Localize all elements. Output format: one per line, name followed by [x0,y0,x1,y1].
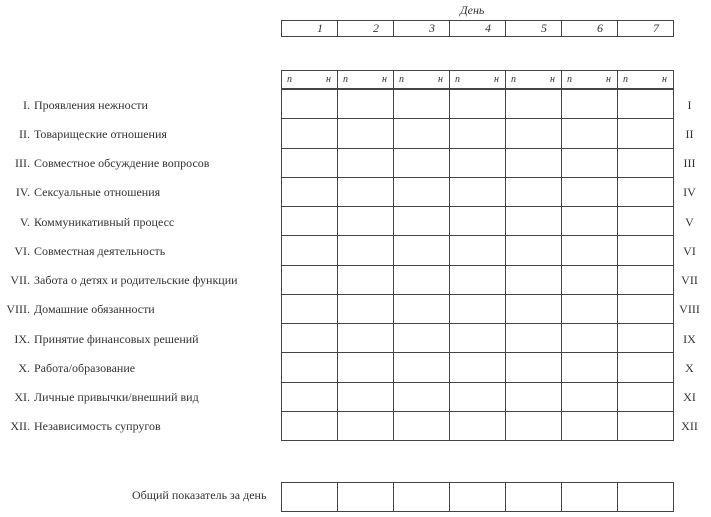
daily-total-cell[interactable] [338,483,394,512]
row-label [0,418,270,434]
rating-cell[interactable] [562,119,618,148]
row-number: I. [23,97,30,112]
row-number: III. [15,156,30,171]
rating-cell[interactable] [562,265,618,294]
row-roman-right: V [685,214,694,229]
rating-cell[interactable] [394,207,450,236]
row-label-text: Совместное обсуждение вопросов [34,156,210,171]
row-roman-right: II [685,126,694,141]
rating-cell[interactable] [338,148,394,177]
rating-cell[interactable] [282,411,338,440]
rating-cell[interactable] [506,411,562,440]
row-number: X. [18,360,30,375]
rating-cell[interactable] [450,353,506,382]
row-label-text: Домашние обязанности [34,302,155,317]
row-roman-right: XII [681,419,698,434]
subcolumn-n-label: н [438,74,443,85]
table-row [282,236,674,265]
rating-cell[interactable] [506,294,562,323]
row-number: VI. [14,243,30,258]
row-number: VII. [10,273,30,288]
rating-cell[interactable] [618,207,674,236]
rating-cell[interactable] [450,177,506,206]
row-label-text: Коммуникативный процесс [34,214,175,229]
row-label [0,272,270,288]
day-number-cell: 5 [506,21,562,37]
row-number: II. [19,126,30,141]
row-label [0,126,270,142]
subcolumn-header [281,70,674,89]
subcolumn-cell [506,71,562,89]
daily-total-cell[interactable] [450,483,506,512]
subcolumn-p-label: п [343,74,348,85]
rating-cell[interactable] [618,236,674,265]
rating-cell[interactable] [618,148,674,177]
subcolumn-n-label: н [382,74,387,85]
subcolumn-cell [338,71,394,89]
row-label [0,243,270,259]
rating-cell[interactable] [394,294,450,323]
rating-cell[interactable] [394,411,450,440]
rating-cell[interactable] [394,324,450,353]
subcolumn-p-label: п [287,74,292,85]
rating-cell[interactable] [562,90,618,119]
subcolumn-cell [282,71,338,89]
day-number-cell: 7 [618,21,674,37]
rating-cell[interactable] [338,119,394,148]
row-roman-right: IV [683,185,696,200]
subcolumn-n-label: н [606,74,611,85]
rating-cell[interactable] [506,207,562,236]
row-label-text: Забота о детях и родительские функции [34,273,238,288]
rating-cell[interactable] [562,148,618,177]
row-number: IX. [14,331,30,346]
table-row [282,324,674,353]
daily-total-cell[interactable] [282,483,338,512]
rating-cell[interactable] [450,294,506,323]
row-label [0,301,270,317]
daily-total-cell[interactable] [394,483,450,512]
rating-cell[interactable] [506,353,562,382]
row-number: V. [19,214,30,229]
row-number: XII. [10,419,30,434]
subcolumn-n-label: н [326,74,331,85]
subcolumn-cell [562,71,618,89]
row-roman-right: I [687,97,692,112]
row-label [0,360,270,376]
row-label-text: Принятие финансовых решений [34,331,199,346]
rating-cell[interactable] [562,382,618,411]
row-label-text: Независимость супругов [34,419,161,434]
rating-cell[interactable] [338,207,394,236]
table-row [282,90,674,119]
rating-cell[interactable] [618,177,674,206]
rating-cell[interactable] [338,324,394,353]
row-roman-right: VIII [679,302,700,317]
table-row [282,353,674,382]
row-label [0,389,270,405]
rating-cell[interactable] [338,265,394,294]
row-label [0,331,270,347]
table-row [282,294,674,323]
rating-cell[interactable] [562,177,618,206]
rating-cell[interactable] [450,411,506,440]
subcolumn-cell [394,71,450,89]
rating-cell[interactable] [450,148,506,177]
day-number-cell: 3 [394,21,450,37]
rating-cell[interactable] [562,411,618,440]
daily-total-cell[interactable] [562,483,618,512]
rating-cell[interactable] [506,382,562,411]
rating-cell[interactable] [450,324,506,353]
rating-cell[interactable] [282,90,338,119]
rating-cell[interactable] [338,236,394,265]
rating-cell[interactable] [282,382,338,411]
rating-cell[interactable] [394,90,450,119]
subcolumn-p-label: п [567,74,572,85]
table-row [282,411,674,440]
day-number-cell: 1 [282,21,338,37]
rating-cell[interactable] [562,207,618,236]
row-number: VIII. [6,302,30,317]
rating-cell[interactable] [618,353,674,382]
rating-cell[interactable] [282,148,338,177]
rating-cell[interactable] [282,294,338,323]
rating-cell[interactable] [562,236,618,265]
rating-cell[interactable] [338,177,394,206]
rating-cell[interactable] [282,353,338,382]
rating-cell[interactable] [506,265,562,294]
subcolumn-n-label: н [550,74,555,85]
rating-cell[interactable] [618,90,674,119]
rating-cell[interactable] [618,411,674,440]
day-number-cell: 2 [338,21,394,37]
row-roman-right: XI [683,390,696,405]
rating-cell[interactable] [394,353,450,382]
rating-cell[interactable] [506,90,562,119]
day-header-title: День [460,3,485,17]
row-label-text: Совместная деятельность [34,243,166,258]
rating-cell[interactable] [450,382,506,411]
rating-cell[interactable] [282,119,338,148]
day-number-cell: 4 [450,21,506,37]
row-label-text: Личные привычки/внешний вид [34,390,199,405]
table-row [282,265,674,294]
row-roman-right: VII [681,273,698,288]
subcolumn-cell [618,71,674,89]
rating-cell[interactable] [618,265,674,294]
rating-cell[interactable] [450,236,506,265]
rating-cell[interactable] [282,236,338,265]
rating-cell[interactable] [394,177,450,206]
subcolumn-n-label: н [662,74,667,85]
rating-cell[interactable] [338,382,394,411]
row-roman-right: VI [683,243,696,258]
row-number: IV. [15,185,30,200]
rating-cell[interactable] [450,90,506,119]
rating-cell[interactable] [506,177,562,206]
row-number: XI. [14,390,30,405]
daily-total-grid [281,482,674,512]
rating-cell[interactable] [338,411,394,440]
rating-cell[interactable] [338,90,394,119]
row-label-text: Товарищеские отношения [34,126,167,141]
row-label-text: Сексуальные отношения [34,185,161,200]
subcolumn-cell [450,71,506,89]
rating-cell[interactable] [506,119,562,148]
rating-cell[interactable] [450,207,506,236]
rating-cell[interactable] [394,119,450,148]
table-row [282,148,674,177]
rating-cell[interactable] [282,177,338,206]
daily-total-cell[interactable] [618,483,674,512]
rating-cell[interactable] [618,119,674,148]
table-row [282,177,674,206]
rating-cell[interactable] [338,353,394,382]
rating-cell[interactable] [562,324,618,353]
daily-total-cell[interactable] [506,483,562,512]
table-row [282,119,674,148]
row-label [0,97,270,113]
row-label-text: Работа/образование [34,360,136,375]
subcolumn-p-label: п [399,74,404,85]
row-label [0,214,270,230]
subcolumn-p-label: п [623,74,628,85]
rating-cell[interactable] [394,265,450,294]
rating-cell[interactable] [506,148,562,177]
rating-cell[interactable] [394,148,450,177]
rating-cell[interactable] [450,265,506,294]
row-roman-right: IX [683,331,696,346]
rating-cell[interactable] [618,294,674,323]
rating-cell[interactable] [338,294,394,323]
rating-cell[interactable] [282,265,338,294]
subcolumn-p-label: п [455,74,460,85]
daily-total-label: Общий показатель за день [132,488,267,502]
table-row [282,382,674,411]
row-label-text: Проявления нежности [34,97,148,112]
day-number-cell: 6 [562,21,618,37]
row-roman-right: III [683,156,696,171]
rating-cell[interactable] [394,382,450,411]
day-number-header [281,20,674,37]
rating-cell[interactable] [394,236,450,265]
subcolumn-p-label: п [511,74,516,85]
rating-cell[interactable] [282,207,338,236]
subcolumn-n-label: н [494,74,499,85]
rating-grid [281,89,674,441]
row-label [0,155,270,171]
rating-cell[interactable] [506,324,562,353]
rating-cell[interactable] [618,382,674,411]
rating-cell[interactable] [506,236,562,265]
rating-cell[interactable] [562,294,618,323]
row-roman-right: X [685,360,694,375]
row-label [0,184,270,200]
rating-cell[interactable] [562,353,618,382]
rating-cell[interactable] [282,324,338,353]
rating-cell[interactable] [450,119,506,148]
table-row [282,207,674,236]
rating-cell[interactable] [618,324,674,353]
